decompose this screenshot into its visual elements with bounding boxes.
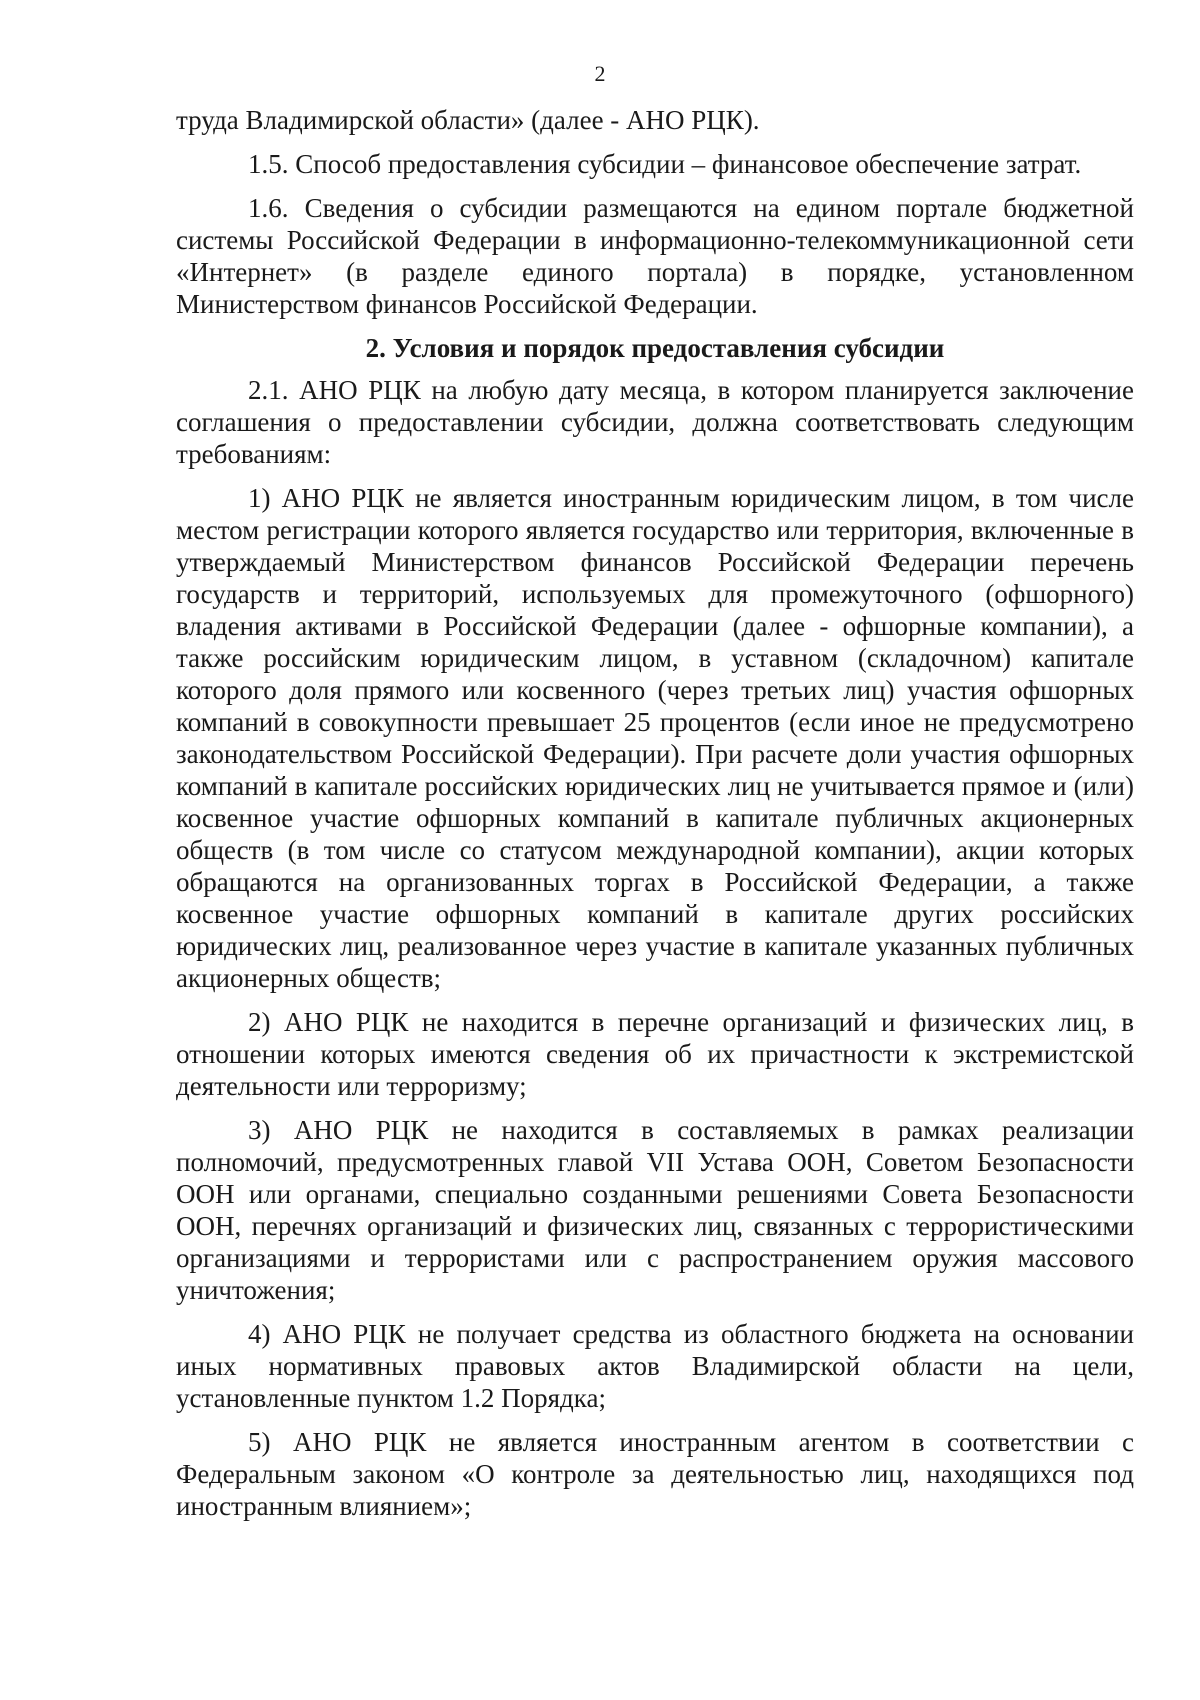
- requirement-item-1: 1) АНО РЦК не является иностранным юридическим лицом, в том числе местом регистрации которого является государство или территория, включенные в утверждаемый Министерством финансов Российской Федерации перечень государств и территорий, используемых для промежуточного (офшорного) владения активами в Российской Федерации (далее - офшорные компании), а также российским юридическим лицом, в уставном (складочном) капитале которого доля прямого или косвенного (через третьих лиц) участия офшорных компаний в совокупности превышает 25 процентов (если иное не предусмотрено законодательством Российской Федерации). При расчете доли участия офшорных компаний в капитале российских юридических лиц не учитывается прямое и (или) косвенное участие офшорных компаний в капитале публичных акционерных обществ (в том числе со статусом международной компании), акции которых обращаются на организованных торгах в Российской Федерации, а также косвенное участие офшорных компаний в капитале других российских юридических лиц, реализованное через участие в капитале указанных публичных акционерных обществ;: [176, 483, 1134, 993]
- section-heading: 2. Условия и порядок предоставления субсидии: [365, 333, 945, 363]
- requirement-item-5: 5) АНО РЦК не является иностранным агентом в соответствии с Федеральным законом «О контроле за деятельностью лиц, находящихся под иностранным влиянием»;: [176, 1427, 1134, 1521]
- paragraph-1-5: 1.5. Способ предоставления субсидии – финансовое обеспечение затрат.: [248, 149, 1082, 179]
- paragraph-1-6: 1.6. Сведения о субсидии размещаются на едином портале бюджетной системы Российской Федерации в информационно-телекоммуникационной сети «Интернет» (в разделе единого портала) в порядке, установленном Министерством финансов Российской Федерации.: [176, 193, 1134, 319]
- document-body: [176, 104, 1134, 1534]
- paragraph-continuation: труда Владимирской области» (далее - АНО РЦК).: [176, 105, 760, 135]
- requirement-item-4: 4) АНО РЦК не получает средства из областного бюджета на основании иных нормативных правовых актов Владимирской области на цели, установленные пунктом 1.2 Порядка;: [176, 1319, 1134, 1413]
- requirement-item-3: 3) АНО РЦК не находится в составляемых в рамках реализации полномочий, предусмотренных главой VII Устава ООН, Советом Безопасности ООН или органами, специально созданными решениями Совета Безопасности ООН, перечнях организаций и физических лиц, связанных с террористическими организациями и террористами или с распространением оружия массового уничтожения;: [176, 1115, 1134, 1305]
- paragraph-2-1: 2.1. АНО РЦК на любую дату месяца, в котором планируется заключение соглашения о предоставлении субсидии, должна соответствовать следующим требованиям:: [176, 375, 1134, 469]
- requirement-item-2: 2) АНО РЦК не находится в перечне организаций и физических лиц, в отношении которых имеются сведения об их причастности к экстремистской деятельности или терроризму;: [176, 1007, 1134, 1101]
- page-number: 2: [594, 61, 606, 86]
